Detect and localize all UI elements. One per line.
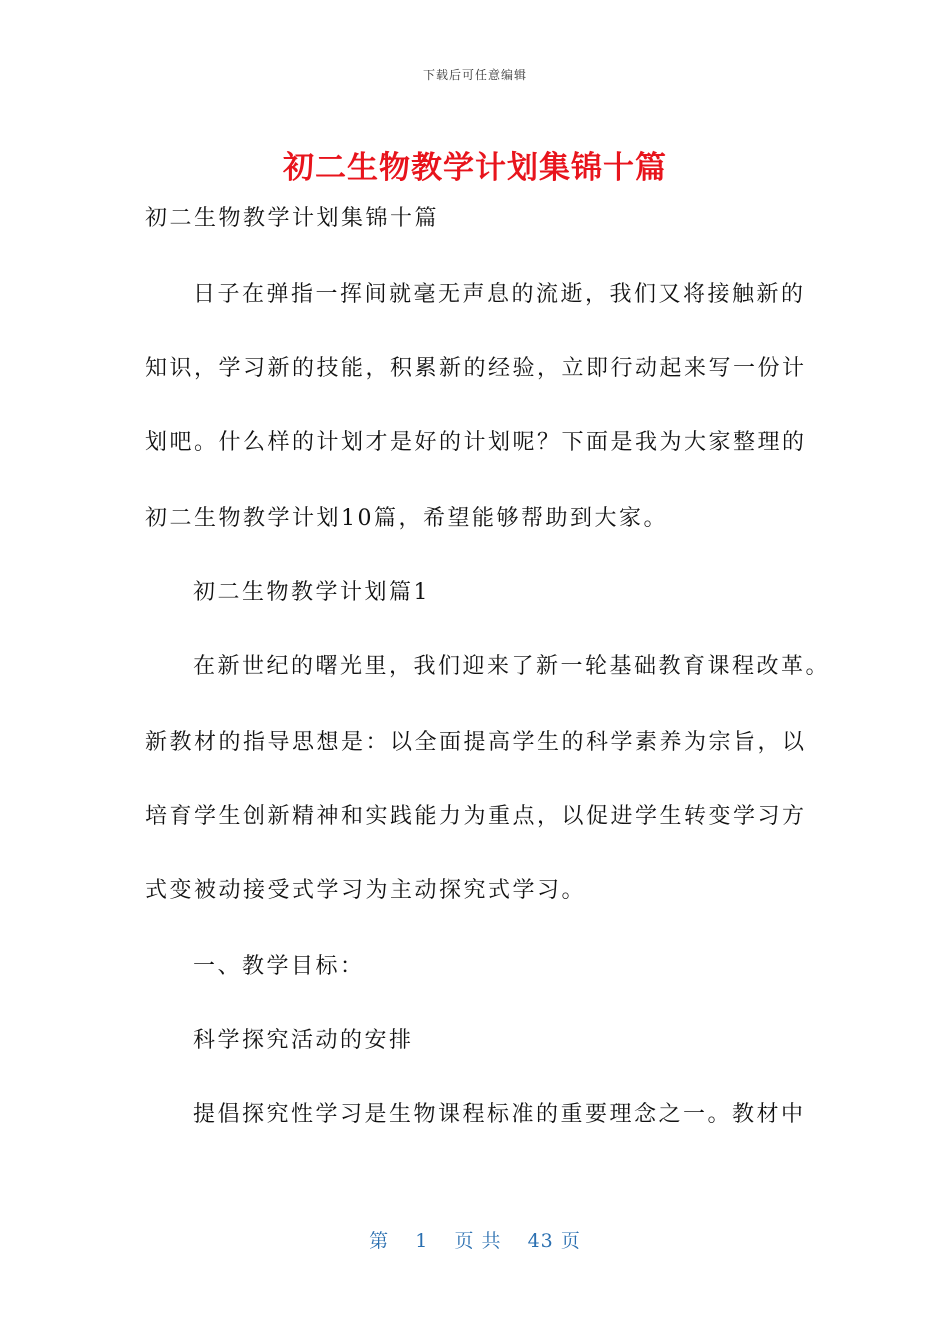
paragraph-line: 初二生物教学计划10篇，希望能够帮助到大家。 <box>145 506 668 531</box>
paragraph-line: 日子在弹指一挥间就毫无声息的流逝，我们又将接触新的 <box>193 282 806 307</box>
paragraph-line: 划吧。什么样的计划才是好的计划呢？下面是我为大家整理的 <box>145 430 807 455</box>
page-footer <box>0 1226 950 1253</box>
document-title: 初二生物教学计划集锦十篇 <box>283 150 667 186</box>
section-heading: 一、教学目标： <box>193 954 365 979</box>
paragraph-line: 在新世纪的曙光里，我们迎来了新一轮基础教育课程改革。 <box>193 654 831 679</box>
footer-total-pages: 43 <box>527 1230 554 1252</box>
footer-suffix: 页 <box>560 1230 581 1252</box>
footer-middle: 页 共 <box>454 1230 502 1252</box>
section-heading: 初二生物教学计划篇1 <box>193 580 430 605</box>
subtitle-line: 初二生物教学计划集锦十篇 <box>145 206 440 231</box>
footer-page-number: 1 <box>415 1230 429 1252</box>
subsection-heading: 科学探究活动的安排 <box>193 1028 414 1053</box>
paragraph-line: 新教材的指导思想是：以全面提高学生的科学素养为宗旨，以 <box>145 730 807 755</box>
paragraph-line: 知识，学习新的技能，积累新的经验，立即行动起来写一份计 <box>145 356 807 381</box>
paragraph-line: 式变被动接受式学习为主动探究式学习。 <box>145 878 587 903</box>
paragraph-line: 培育学生创新精神和实践能力为重点，以促进学生转变学习方 <box>145 804 807 829</box>
header-note: 下载后可任意编辑 <box>422 68 527 82</box>
paragraph-line: 提倡探究性学习是生物课程标准的重要理念之一。教材中 <box>193 1102 806 1127</box>
footer-prefix: 第 <box>369 1230 390 1252</box>
